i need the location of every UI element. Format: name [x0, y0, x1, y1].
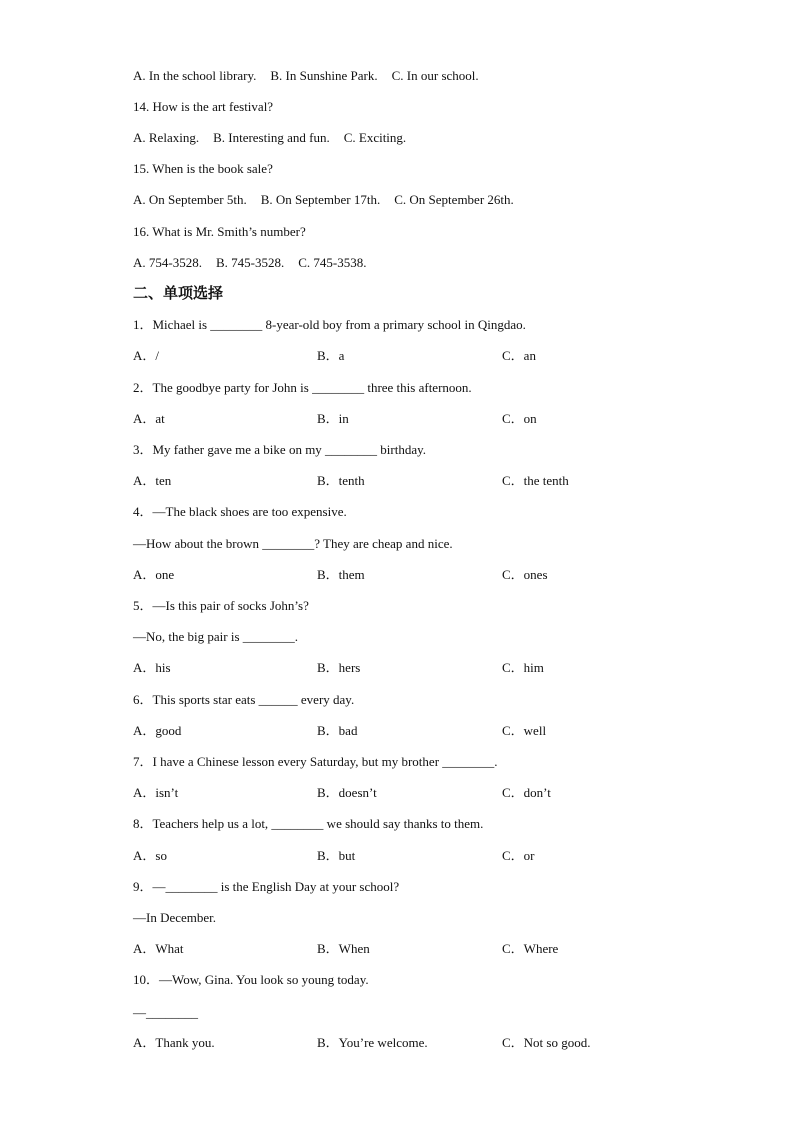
q5-option-c: C．him [502, 660, 544, 675]
q8-option-c: C．or [502, 848, 535, 863]
q9-option-c: C．Where [502, 941, 559, 956]
q4-option-b: B．them [317, 567, 365, 582]
question-10: 10．—Wow, Gina. You look so young today. [133, 972, 369, 987]
question-3: 3．My father gave me a bike on my ________ birthday. [133, 442, 427, 457]
question-4: 4．—The black shoes are too expensive. [133, 504, 347, 519]
section-heading: 二、单项选择 [133, 284, 224, 302]
q10-option-c: C．Not so good. [502, 1035, 591, 1050]
q4-option-c: C．ones [502, 567, 548, 582]
q15-option-b: B. On September 17th. [260, 192, 381, 207]
question-2: 2．The goodbye party for John is ________ three this afternoon. [133, 380, 472, 395]
q8-option-a: A．so [133, 848, 167, 863]
q1-option-c: C．an [502, 348, 536, 363]
q3-option-a: A．ten [133, 473, 172, 488]
q13-option-b: B. In Sunshine Park. [270, 68, 378, 83]
question-5: 5．—Is this pair of socks John’s? [133, 598, 309, 613]
q15-option-c: C. On September 26th. [394, 192, 514, 207]
q2-option-a: A．at [133, 411, 165, 426]
q15-option-a: A. On September 5th. [133, 192, 247, 207]
q3-option-c: C．the tenth [502, 473, 569, 488]
q14-option-c: C. Exciting. [343, 130, 407, 145]
q10-option-a: A．Thank you. [133, 1035, 215, 1050]
q6-option-c: C．well [502, 723, 547, 738]
q9-option-a: A．What [133, 941, 184, 956]
q16-options-row [133, 254, 366, 272]
q2-option-c: C．on [502, 411, 537, 426]
question-6: 6．This sports star eats ______ every day. [133, 692, 355, 707]
q6-option-a: A．good [133, 723, 182, 738]
q7-option-a: A．isn’t [133, 785, 179, 800]
q7-option-b: B．doesn’t [317, 785, 377, 800]
question-4-reply: —How about the brown ________? They are cheap and nice. [133, 536, 453, 551]
q13-options-row [133, 67, 479, 85]
q13-option-c: C. In our school. [391, 68, 479, 83]
q13-option-a: A. In the school library. [133, 68, 257, 83]
question-9-reply: —In December. [133, 910, 217, 925]
q9-option-b: B．When [317, 941, 370, 956]
question-10-reply: —________ [133, 1005, 198, 1020]
question-7: 7．I have a Chinese lesson every Saturday, but my brother ________. [133, 754, 498, 769]
q8-option-b: B．but [317, 848, 356, 863]
question-8: 8．Teachers help us a lot, ________ we should say thanks to them. [133, 816, 484, 831]
q5-option-a: A．his [133, 660, 171, 675]
q14-option-a: A. Relaxing. [133, 130, 200, 145]
q1-option-b: B．a [317, 348, 345, 363]
q10-option-b: B．You’re welcome. [317, 1035, 428, 1050]
q15-text: 15. When is the book sale? [133, 161, 273, 176]
q2-option-b: B．in [317, 411, 349, 426]
q7-option-c: C．don’t [502, 785, 551, 800]
q16-option-c: C. 745-3538. [298, 255, 367, 270]
question-1: 1．Michael is ________ 8-year-old boy from a primary school in Qingdao. [133, 317, 526, 332]
q14-option-b: B. Interesting and fun. [213, 130, 330, 145]
q4-option-a: A．one [133, 567, 175, 582]
q16-text: 16. What is Mr. Smith’s number? [133, 224, 306, 239]
q14-options-row [133, 129, 406, 147]
q14-text: 14. How is the art festival? [133, 99, 274, 114]
q5-option-b: B．hers [317, 660, 361, 675]
q3-option-b: B．tenth [317, 473, 365, 488]
question-5-reply: —No, the big pair is ________. [133, 629, 299, 644]
q15-options-row [133, 191, 514, 209]
q6-option-b: B．bad [317, 723, 358, 738]
question-9: 9．—________ is the English Day at your school? [133, 879, 400, 894]
q16-option-b: B. 745-3528. [215, 255, 285, 270]
q1-option-a: A．/ [133, 348, 160, 363]
q16-option-a: A. 754-3528. [133, 255, 202, 270]
